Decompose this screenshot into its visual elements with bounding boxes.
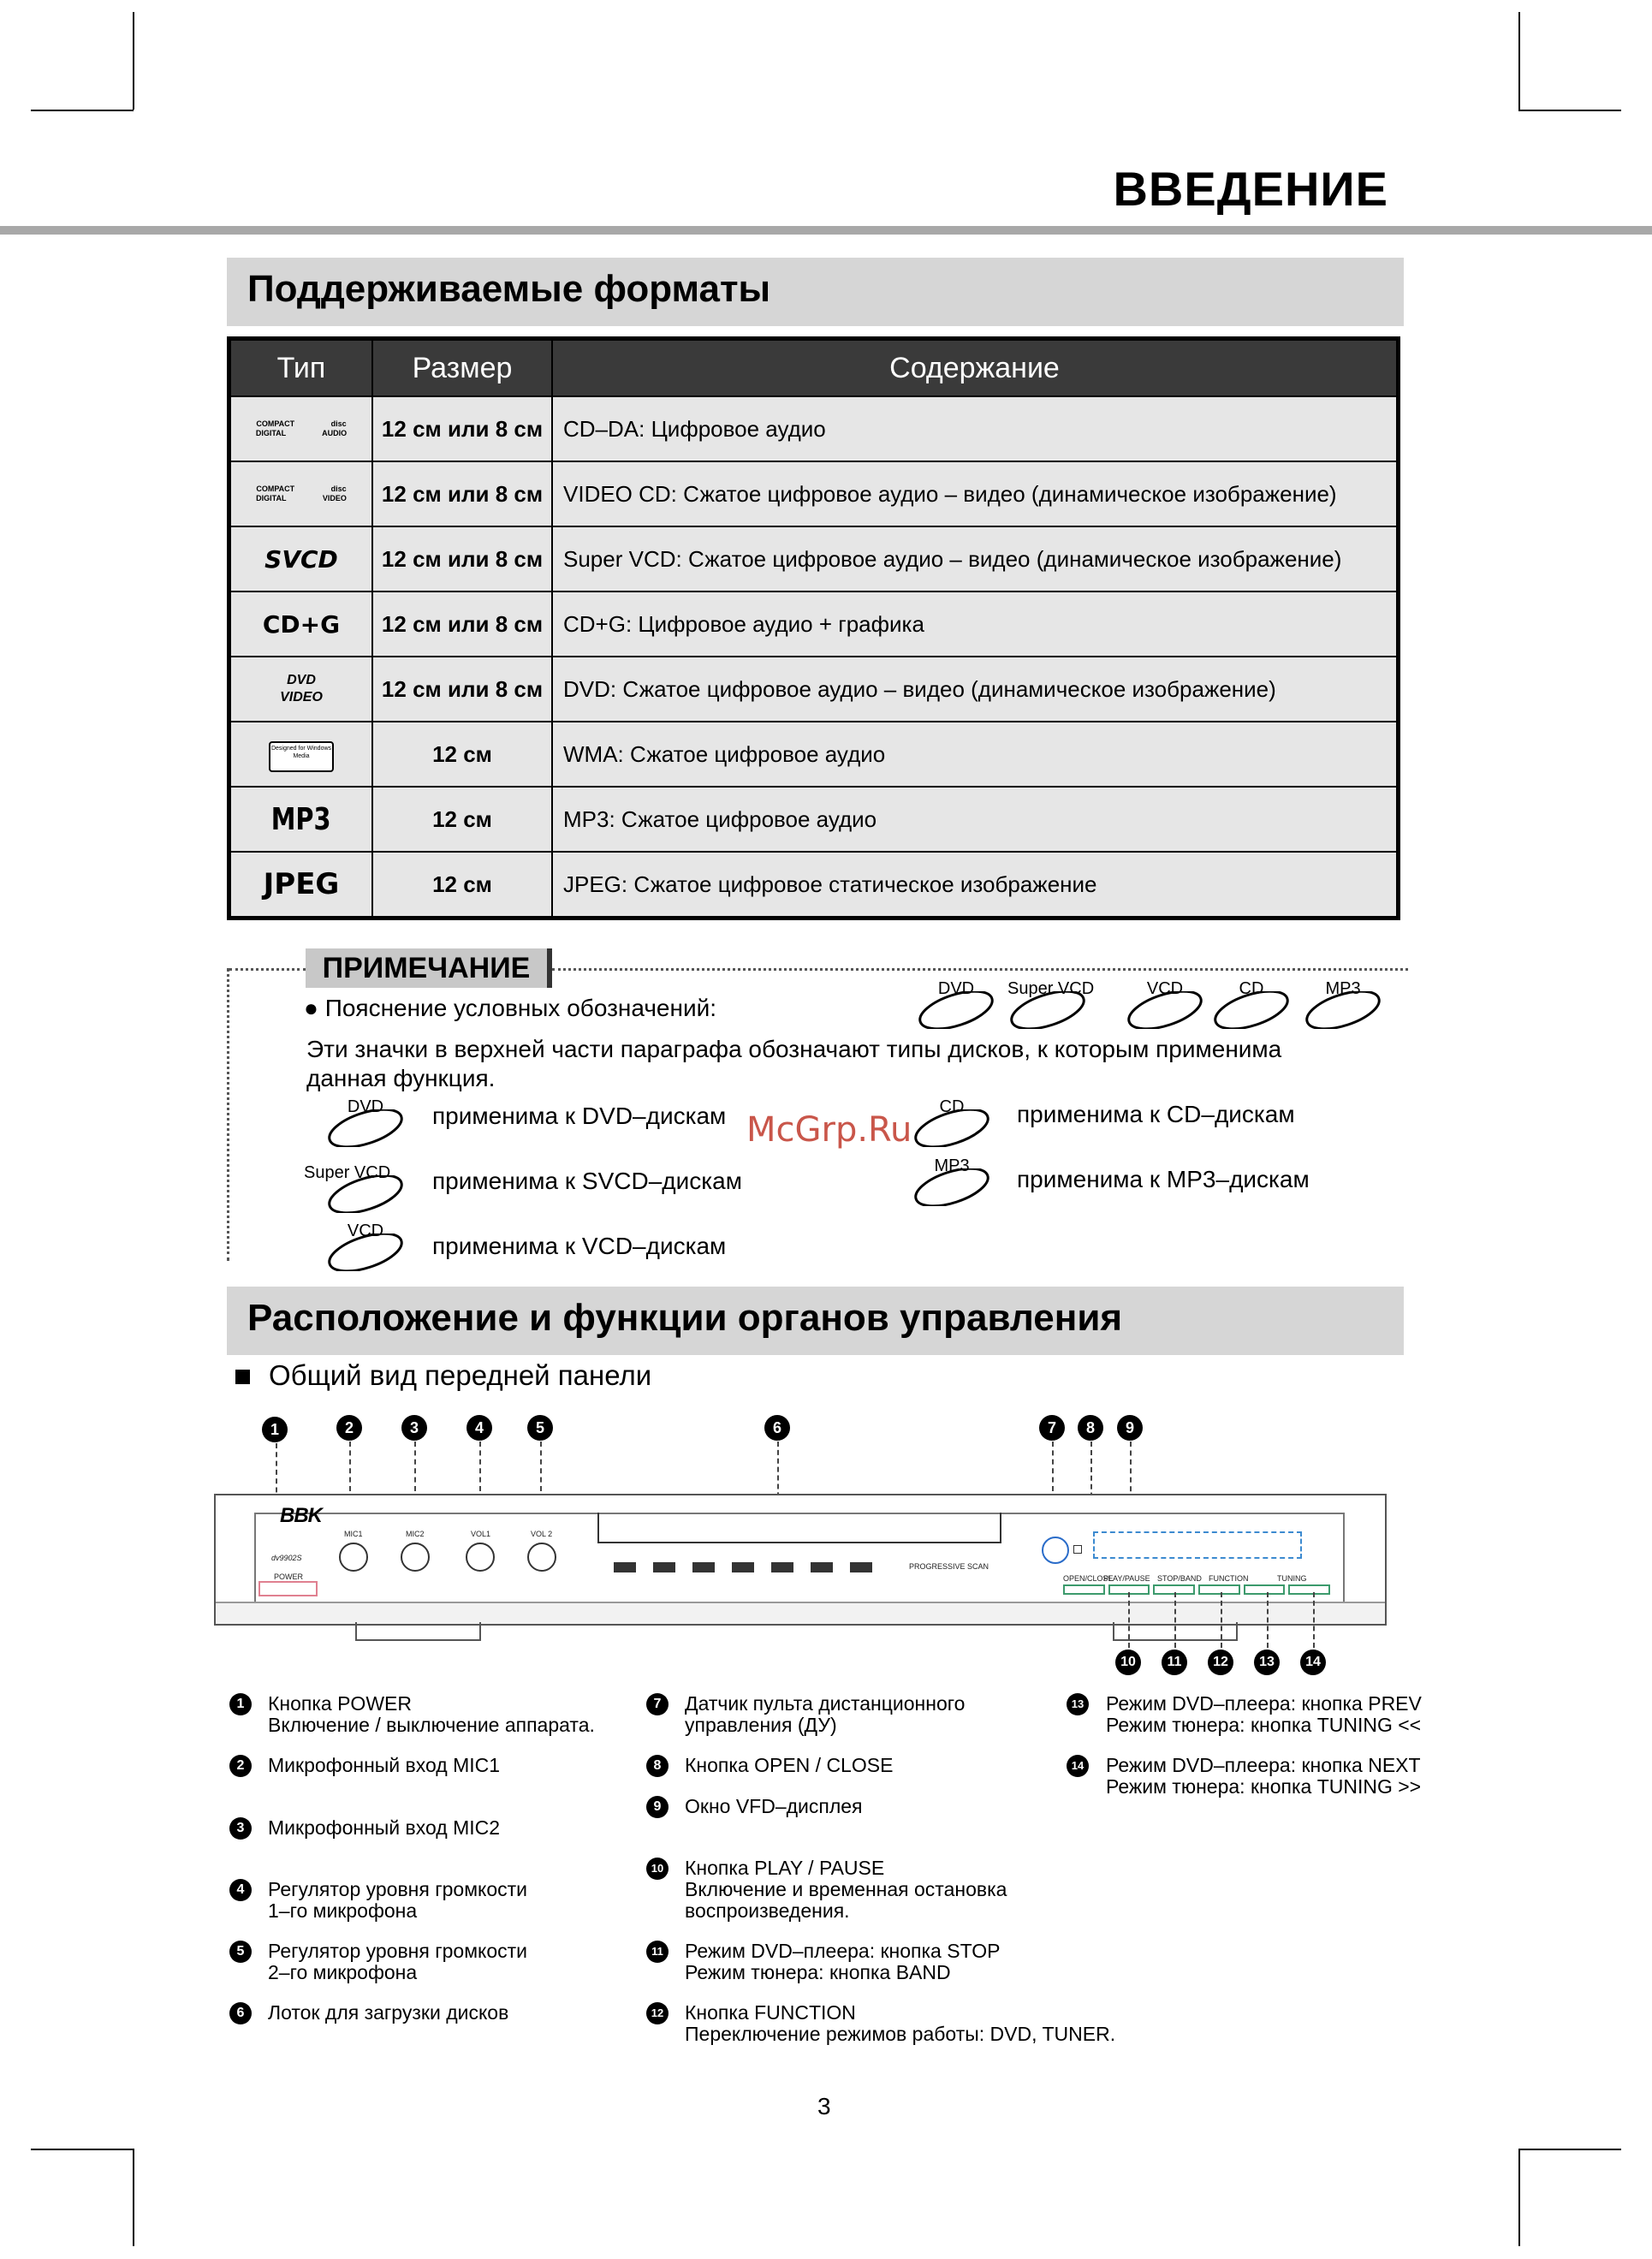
table-cell-size: 12 см bbox=[372, 852, 552, 918]
table-row bbox=[229, 852, 1399, 918]
legend-line: Режим тюнера: кнопка BAND bbox=[685, 1961, 951, 1983]
leader-line bbox=[1128, 1592, 1130, 1648]
legend-line: Регулятор уровня громкости bbox=[268, 1878, 527, 1900]
legend-line: Регулятор уровня громкости bbox=[268, 1940, 527, 1962]
crop-mark bbox=[1518, 2149, 1621, 2150]
legend-item bbox=[268, 1755, 500, 1776]
leader-line bbox=[1313, 1592, 1315, 1648]
legend-item bbox=[685, 1693, 965, 1736]
callout-7: 7 bbox=[1039, 1415, 1065, 1441]
mp3-logo: MP3 bbox=[271, 801, 331, 837]
disc-icon-vcd bbox=[325, 1222, 406, 1266]
progressive-scan-label: PROGRESSIVE SCAN bbox=[909, 1562, 989, 1571]
next-button[interactable] bbox=[1288, 1584, 1330, 1595]
chapter-title: ВВЕДЕНИЕ bbox=[1113, 162, 1388, 216]
legend-line: Микрофонный вход MIC2 bbox=[268, 1816, 501, 1839]
table-cell-size: 12 см bbox=[372, 787, 552, 852]
legend-number: 11 bbox=[646, 1941, 669, 1963]
open-close-indicator bbox=[1073, 1545, 1082, 1554]
brand-logo: BBK bbox=[280, 1504, 322, 1527]
legend-item bbox=[685, 1858, 1007, 1922]
legend-number: 1 bbox=[229, 1693, 252, 1715]
crop-mark bbox=[31, 110, 134, 111]
legend-item bbox=[685, 1755, 893, 1776]
legend-line: управления (ДУ) bbox=[685, 1714, 837, 1736]
disc-icon-label: MP3 bbox=[1325, 979, 1361, 998]
table-row bbox=[229, 396, 1399, 461]
legend-number: 10 bbox=[646, 1858, 669, 1880]
legend-item bbox=[268, 1879, 527, 1922]
jpeg-logo: JPEG bbox=[263, 867, 340, 901]
table-cell-content: JPEG: Сжатое цифровое статическое изображение bbox=[552, 852, 1399, 918]
callout-11: 11 bbox=[1162, 1650, 1187, 1675]
legend-number: 12 bbox=[646, 2002, 669, 2024]
vol2-knob[interactable] bbox=[527, 1543, 556, 1572]
disc-icon-svcd bbox=[1007, 979, 1095, 1024]
cd-da-logo: COMPACT disc DIGITAL AUDIO bbox=[255, 419, 348, 437]
open-close-button[interactable] bbox=[1063, 1584, 1105, 1595]
format-logo-dvd bbox=[229, 657, 373, 722]
legend-line: Включение и временная остановка bbox=[685, 1878, 1007, 1900]
table-cell-content: MP3: Сжатое цифровое аудио bbox=[552, 787, 1399, 852]
callout-3: 3 bbox=[401, 1415, 427, 1441]
disc-icon-label: Super VCD bbox=[304, 1163, 391, 1182]
mic2-jack[interactable] bbox=[401, 1543, 430, 1572]
table-row bbox=[229, 526, 1399, 592]
callout-10: 10 bbox=[1115, 1650, 1141, 1675]
table-cell-content: Super VCD: Сжатое цифровое аудио – видео (динамическое изображение) bbox=[552, 526, 1399, 592]
dvd-video-logo: DVD VIDEO bbox=[280, 673, 323, 704]
watermark: McGrp.Ru bbox=[746, 1110, 912, 1150]
disc-icon-mp3 bbox=[912, 1156, 992, 1201]
disc-icon-label: Super VCD bbox=[1007, 979, 1095, 998]
disc-icon-vcd bbox=[1125, 979, 1205, 1024]
table-row bbox=[229, 592, 1399, 657]
disc-icon-label: VCD bbox=[347, 1222, 384, 1240]
legend-line: воспроизведения. bbox=[685, 1899, 850, 1922]
legend-number: 2 bbox=[229, 1755, 252, 1777]
disc-icon-svcd bbox=[304, 1163, 391, 1208]
legend-line: Кнопка FUNCTION bbox=[685, 2001, 856, 2024]
legend-number: 14 bbox=[1067, 1755, 1089, 1777]
leader-line bbox=[1174, 1592, 1176, 1648]
power-label: POWER bbox=[274, 1572, 304, 1581]
panel-bottom-strip bbox=[216, 1602, 1385, 1624]
format-logo-svcd bbox=[229, 526, 373, 592]
legend-item bbox=[685, 2002, 1115, 2045]
table-row bbox=[229, 787, 1399, 852]
callout-9: 9 bbox=[1117, 1415, 1143, 1441]
legend-item bbox=[1106, 1693, 1422, 1736]
callout-1: 1 bbox=[262, 1417, 288, 1442]
disc-icon-label: VCD bbox=[1146, 979, 1184, 998]
legend-line: Режим тюнера: кнопка TUNING >> bbox=[1106, 1775, 1422, 1798]
table-cell-size: 12 см или 8 см bbox=[372, 396, 552, 461]
legend-item bbox=[268, 1693, 595, 1736]
note-item-text: применима к MP3–дискам bbox=[1017, 1166, 1310, 1192]
format-logo-wma bbox=[229, 722, 373, 787]
legend-line: 2–го микрофона bbox=[268, 1961, 418, 1983]
note-top-border bbox=[552, 968, 1408, 971]
table-cell-content: WMA: Сжатое цифровое аудио bbox=[552, 722, 1399, 787]
note-bullet bbox=[304, 995, 716, 1022]
section-formats-bar bbox=[227, 258, 1404, 326]
section-controls-title: Расположение и функции органов управления bbox=[247, 1297, 1123, 1339]
format-logo-mp3 bbox=[229, 787, 373, 852]
note-left-border bbox=[227, 968, 229, 1261]
callout-13: 13 bbox=[1254, 1650, 1280, 1675]
legend-number: 6 bbox=[229, 2002, 252, 2024]
vol1-knob[interactable] bbox=[466, 1543, 495, 1572]
mic1-jack[interactable] bbox=[339, 1543, 368, 1572]
table-cell-content: VIDEO CD: Сжатое цифровое аудио – видео (динамическое изображение) bbox=[552, 461, 1399, 526]
remote-sensor bbox=[1042, 1537, 1069, 1564]
square-bullet-icon bbox=[235, 1370, 250, 1384]
legend-line: Микрофонный вход MIC1 bbox=[268, 1754, 501, 1776]
legend-line: Датчик пульта дистанционного bbox=[685, 1692, 966, 1715]
button-label: PLAY/PAUSE bbox=[1103, 1574, 1150, 1583]
disc-icon-dvd bbox=[325, 1097, 406, 1142]
cdg-logo: CD+G bbox=[262, 609, 341, 639]
legend-item bbox=[268, 1817, 500, 1839]
subheading: Общий вид передней панели bbox=[269, 1359, 652, 1391]
callout-4: 4 bbox=[466, 1415, 492, 1441]
legend-line: Кнопка PLAY / PAUSE bbox=[685, 1857, 885, 1879]
function-button[interactable] bbox=[1198, 1584, 1240, 1595]
table-row bbox=[229, 657, 1399, 722]
disc-icon-label: CD bbox=[1239, 979, 1264, 998]
device-front-panel bbox=[214, 1494, 1387, 1626]
table-header-row bbox=[229, 339, 1399, 397]
legend-line: Режим DVD–плеера: кнопка PREV bbox=[1106, 1692, 1422, 1715]
crop-mark bbox=[133, 2149, 134, 2246]
legend-item bbox=[685, 1796, 863, 1817]
disc-icon-label: CD bbox=[939, 1097, 965, 1116]
note-item-text: применима к VCD–дискам bbox=[432, 1233, 727, 1259]
crop-mark bbox=[31, 2149, 134, 2150]
legend-line: Кнопка OPEN / CLOSE bbox=[685, 1754, 894, 1776]
disc-icon-dvd bbox=[916, 979, 996, 1024]
legend-line: Включение / выключение аппарата. bbox=[268, 1714, 595, 1736]
power-button[interactable] bbox=[258, 1581, 318, 1596]
legend-line: Переключение режимов работы: DVD, TUNER. bbox=[685, 2023, 1116, 2045]
formats-table bbox=[227, 336, 1400, 920]
crop-mark bbox=[133, 12, 134, 110]
windows-media-logo: Designed for Windows Media bbox=[269, 741, 334, 772]
legend-item bbox=[268, 2002, 508, 2024]
table-cell-size: 12 см или 8 см bbox=[372, 592, 552, 657]
knob-label: VOL 2 bbox=[531, 1530, 553, 1538]
format-logo-vcd bbox=[229, 461, 373, 526]
legend-number: 4 bbox=[229, 1879, 252, 1901]
table-cell-content: DVD: Сжатое цифровое аудио – видео (динамическое изображение) bbox=[552, 657, 1399, 722]
knob-label: MIC2 bbox=[406, 1530, 425, 1538]
callout-12: 12 bbox=[1208, 1650, 1233, 1675]
callout-2: 2 bbox=[336, 1415, 362, 1441]
format-logo-cd-da bbox=[229, 396, 373, 461]
note-item-text: применима к DVD–дискам bbox=[432, 1103, 727, 1129]
legend-line: Окно VFD–дисплея bbox=[685, 1795, 863, 1817]
table-cell-size: 12 см или 8 см bbox=[372, 657, 552, 722]
legend-item bbox=[268, 1941, 527, 1983]
legend-number: 9 bbox=[646, 1796, 669, 1818]
callout-5: 5 bbox=[527, 1415, 553, 1441]
callout-8: 8 bbox=[1078, 1415, 1103, 1441]
disc-icon-label: MP3 bbox=[934, 1156, 970, 1175]
crop-mark bbox=[1518, 110, 1621, 111]
legend-item bbox=[1106, 1755, 1421, 1798]
button-label: TUNING bbox=[1277, 1574, 1307, 1583]
panel-foot bbox=[355, 1622, 481, 1641]
svcd-logo: SVCD bbox=[264, 544, 338, 574]
button-label: OPEN/CLOSE bbox=[1063, 1574, 1114, 1583]
legend-line: Режим DVD–плеера: кнопка NEXT bbox=[1106, 1754, 1421, 1776]
legend-item bbox=[685, 1941, 1000, 1983]
note-text-line2: данная функция. bbox=[306, 1065, 496, 1091]
note-title: ПРИМЕЧАНИЕ bbox=[306, 948, 552, 988]
legend-line: 1–го микрофона bbox=[268, 1899, 418, 1922]
disc-icon-cd bbox=[912, 1097, 992, 1142]
table-header: Тип bbox=[229, 339, 373, 397]
callout-14: 14 bbox=[1300, 1650, 1326, 1675]
page-number: 3 bbox=[817, 2093, 831, 2119]
vcd-logo: COMPACT disc DIGITAL VIDEO bbox=[256, 484, 347, 502]
section-formats-title: Поддерживаемые форматы bbox=[247, 268, 771, 310]
note-bullet-text: Пояснение условных обозначений: bbox=[324, 995, 717, 1021]
disc-icon-label: DVD bbox=[937, 979, 975, 998]
legend-number: 7 bbox=[646, 1693, 669, 1715]
note-text-line1: Эти значки в верхней части параграфа обозначают типы дисков, к которым применима bbox=[306, 1036, 1282, 1062]
format-logo-jpeg bbox=[229, 852, 373, 918]
table-cell-size: 12 см или 8 см bbox=[372, 461, 552, 526]
legend-number: 13 bbox=[1067, 1693, 1089, 1715]
knob-label: VOL1 bbox=[471, 1530, 491, 1538]
disc-tray[interactable] bbox=[597, 1513, 1001, 1543]
button-label: STOP/BAND bbox=[1157, 1574, 1202, 1583]
format-logo-cdg bbox=[229, 592, 373, 657]
table-row bbox=[229, 722, 1399, 787]
note-top-border bbox=[229, 968, 306, 971]
note-item-text: применима к CD–дискам bbox=[1017, 1101, 1295, 1127]
leader-line bbox=[1267, 1592, 1269, 1648]
disc-icon-label: DVD bbox=[347, 1097, 384, 1116]
table-cell-content: CD–DA: Цифровое аудио bbox=[552, 396, 1399, 461]
table-row bbox=[229, 461, 1399, 526]
format-logos-strip bbox=[614, 1562, 896, 1574]
leader-line bbox=[1221, 1592, 1222, 1648]
legend-number: 8 bbox=[646, 1755, 669, 1777]
button-row bbox=[1063, 1584, 1330, 1595]
section-controls-bar bbox=[227, 1287, 1404, 1355]
bullet-dot-icon: ● bbox=[304, 995, 318, 1021]
table-cell-content: CD+G: Цифровое аудио + графика bbox=[552, 592, 1399, 657]
legend-line: Режим DVD–плеера: кнопка STOP bbox=[685, 1940, 1001, 1962]
header-rule bbox=[0, 226, 1652, 235]
table-cell-size: 12 см bbox=[372, 722, 552, 787]
legend-number: 5 bbox=[229, 1941, 252, 1963]
crop-mark bbox=[1518, 12, 1520, 110]
callout-6: 6 bbox=[764, 1415, 790, 1441]
legend-line: Лоток для загрузки дисков bbox=[268, 2001, 509, 2024]
legend-line: Кнопка POWER bbox=[268, 1692, 412, 1715]
table-cell-size: 12 см или 8 см bbox=[372, 526, 552, 592]
legend-number: 3 bbox=[229, 1817, 252, 1840]
prev-button[interactable] bbox=[1244, 1584, 1286, 1595]
table-header: Содержание bbox=[552, 339, 1399, 397]
vfd-display bbox=[1093, 1531, 1302, 1559]
model-label: dv9902S bbox=[271, 1554, 302, 1562]
button-label: FUNCTION bbox=[1209, 1574, 1249, 1583]
note-item-text: применима к SVCD–дискам bbox=[432, 1168, 742, 1194]
crop-mark bbox=[1518, 2149, 1520, 2246]
disc-icon-mp3 bbox=[1303, 979, 1383, 1024]
legend-line: Режим тюнера: кнопка TUNING << bbox=[1106, 1714, 1422, 1736]
table-header: Размер bbox=[372, 339, 552, 397]
disc-icon-cd bbox=[1211, 979, 1292, 1024]
knob-label: MIC1 bbox=[344, 1530, 363, 1538]
